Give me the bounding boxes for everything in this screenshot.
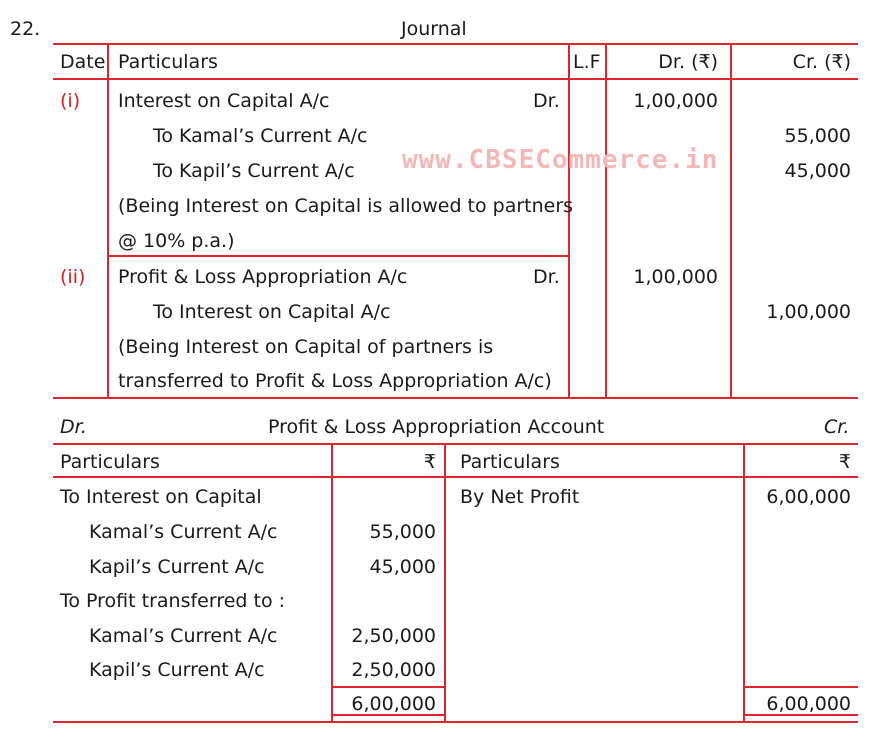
question-number: 22.: [10, 18, 41, 40]
right-total: 6,00,000: [766, 693, 851, 715]
cr-side-label: Cr.: [824, 416, 850, 438]
debit-item: Kamal’s Current A/c: [89, 521, 278, 543]
debit-account: Interest on Capital A/c: [118, 90, 330, 112]
header-lf: L.F: [573, 51, 601, 73]
narration-line: @ 10% p.a.): [118, 230, 235, 252]
credit-amount: 55,000: [784, 125, 851, 147]
entry-label: (ii): [60, 266, 86, 288]
dr-side-label: Dr.: [60, 416, 87, 438]
account-title: Profit & Loss Appropriation Account: [268, 416, 605, 438]
header-cr: Cr. (₹): [792, 51, 851, 73]
dr-marker: Dr.: [533, 90, 560, 112]
left-amount-header: ₹: [423, 451, 436, 473]
credit-item: By Net Profit: [460, 486, 580, 508]
header-date: Date: [60, 51, 106, 73]
debit-item: To Profit transferred to :: [60, 590, 286, 612]
left-total: 6,00,000: [351, 693, 436, 715]
debit-item: Kapil’s Current A/c: [89, 556, 265, 578]
narration-line: transferred to Profit & Loss Appropriation A/c): [118, 370, 552, 392]
watermark: www.CBSECommerce.in: [402, 145, 719, 175]
credit-account: To Kamal’s Current A/c: [153, 125, 368, 147]
debit-amount: 2,50,000: [351, 625, 436, 647]
debit-amount: 45,000: [369, 556, 436, 578]
narration-line: (Being Interest on Capital is allowed to partners: [118, 195, 574, 217]
credit-amount: 1,00,000: [766, 301, 851, 323]
credit-account: To Interest on Capital A/c: [153, 301, 391, 323]
dr-marker: Dr.: [533, 266, 560, 288]
debit-account: Profit & Loss Appropriation A/c: [118, 266, 408, 288]
debit-amount: 55,000: [369, 521, 436, 543]
right-particulars-header: Particulars: [460, 451, 560, 473]
left-particulars-header: Particulars: [60, 451, 160, 473]
debit-item: Kamal’s Current A/c: [89, 625, 278, 647]
entry-label: (i): [60, 90, 81, 112]
debit-item: To Interest on Capital: [60, 486, 262, 508]
header-particulars: Particulars: [118, 51, 218, 73]
credit-amount: 6,00,000: [766, 486, 851, 508]
debit-amount: 1,00,000: [633, 90, 718, 112]
right-amount-header: ₹: [838, 451, 851, 473]
credit-amount: 45,000: [784, 160, 851, 182]
header-dr: Dr. (₹): [658, 51, 718, 73]
credit-account: To Kapil’s Current A/c: [153, 160, 355, 182]
debit-amount: 1,00,000: [633, 266, 718, 288]
debit-amount: 2,50,000: [351, 659, 436, 681]
narration-line: (Being Interest on Capital of partners is: [118, 336, 494, 358]
journal-title: Journal: [401, 18, 467, 40]
debit-item: Kapil’s Current A/c: [89, 659, 265, 681]
